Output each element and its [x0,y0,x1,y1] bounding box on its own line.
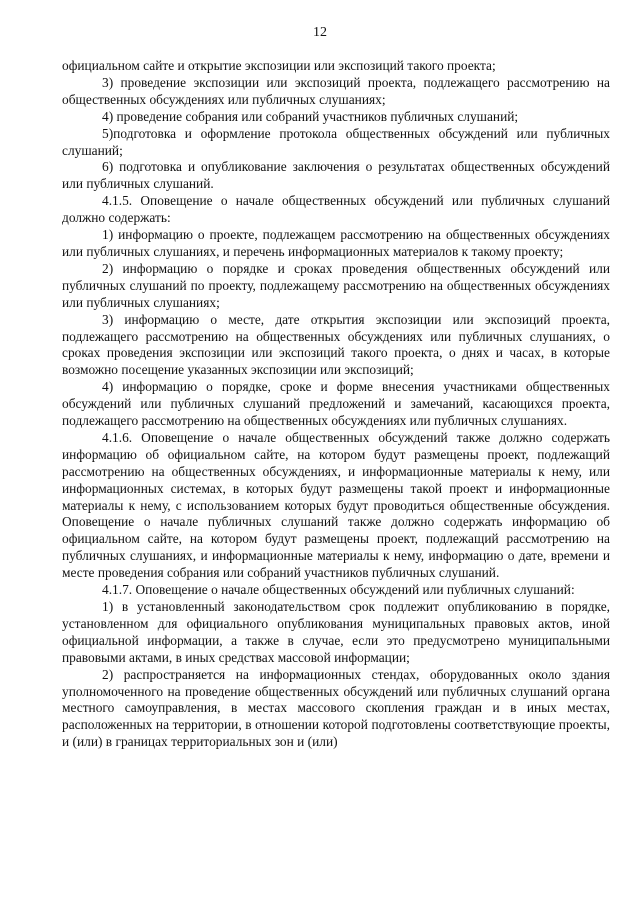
paragraph: 5)подготовка и оформление протокола общественных обсуждений или публичных слушаний; [62,125,610,158]
paragraph: 3) проведение экспозиции или экспозиций проекта, подлежащего рассмотрению на общественных обсуждениях или публичных слушаниях; [62,74,610,107]
paragraph: 4) проведение собрания или собраний участников публичных слушаний; [102,108,519,124]
paragraph: 1) информацию о проекте, подлежащем рассмотрению на общественных обсуждениях или публичных слушаниях, и перечень информационных материалов к такому проекту; [62,227,610,259]
section-4-1-5-paragraph: 4.1.5. Оповещение о начале общественных обсуждений или публичных слушаний должно содержать: [62,193,610,226]
page-number: 12 [313,25,327,40]
section-4-1-6-paragraph: 4.1.6. Оповещение о начале общественных обсуждений также должно содержать информацию об официальном сайте, на котором будут размещены проект, подлежащий рассмотрению на общественных обсуждениях, и информационные материалы к нему, или информационных системах, в которых будут размещены такой проект и информационные материалы к нему, с использованием которых будут проводиться общественные обсуждения. Оповещение о начале публичных слушаний также должно содержать информацию об официальном сайте, на котором будут размещены проект, подлежащий рассмотрению на публичных слушаниях, и информационные материалы к нему, информацию о дате, времени и месте проведения собрания или собраний участников публичных слушаний. [62,429,610,581]
paragraph: 4) информацию о порядке, сроке и форме внесения участниками общественных обсуждений или публичных слушаний предложений и замечаний, касающихся проекта, подлежащего рассмотрению на общественных обсуждениях или публичных слушаниях. [62,379,610,429]
section-4-1-7-paragraph: 4.1.7. Оповещение о начале общественных обсуждений или публичных слушаний: [102,582,575,598]
paragraph: 3) информацию о месте, дате открытия экспозиции или экспозиций проекта, подлежащего рассмотрению на общественных обсуждениях или публичных слушаниях, о сроках проведения экспозиции или экспозиций такого проекта, о днях и часах, в которые возможно посещение указанных экспозиции или экспозиций; [62,311,610,378]
document-text [62,58,610,751]
paragraph: 1) в установленный законодательством срок подлежит опубликованию в порядке, установленном для официального опубликования муниципальных правовых актов, иной официальной информации, а также в случае, если это предусмотрено муниципальными правовыми актами, в иных средствах массовой информации; [62,599,610,665]
paragraph: 6) подготовка и опубликование заключения о результатах общественных обсуждений или публичных слушаний. [62,159,610,192]
paragraph: официальном сайте и открытие экспозиции или экспозиций такого проекта; [62,58,496,73]
paragraph: 2) информацию о порядке и сроках проведения общественных обсуждений или публичных слушаний по проекту, подлежащему рассмотрению на общественных обсуждениях или публичных слушаниях; [62,260,610,310]
paragraph: 2) распространяется на информационных стендах, оборудованных около здания уполномоченного на проведение общественных обсуждений или публичных слушаний органа местного самоуправления, в местах массового скопления граждан и в иных местах, расположенных на территории, в отношении которой подготовлены соответствующие проекты, и (или) в границах территориальных зон и (или) [62,666,610,750]
